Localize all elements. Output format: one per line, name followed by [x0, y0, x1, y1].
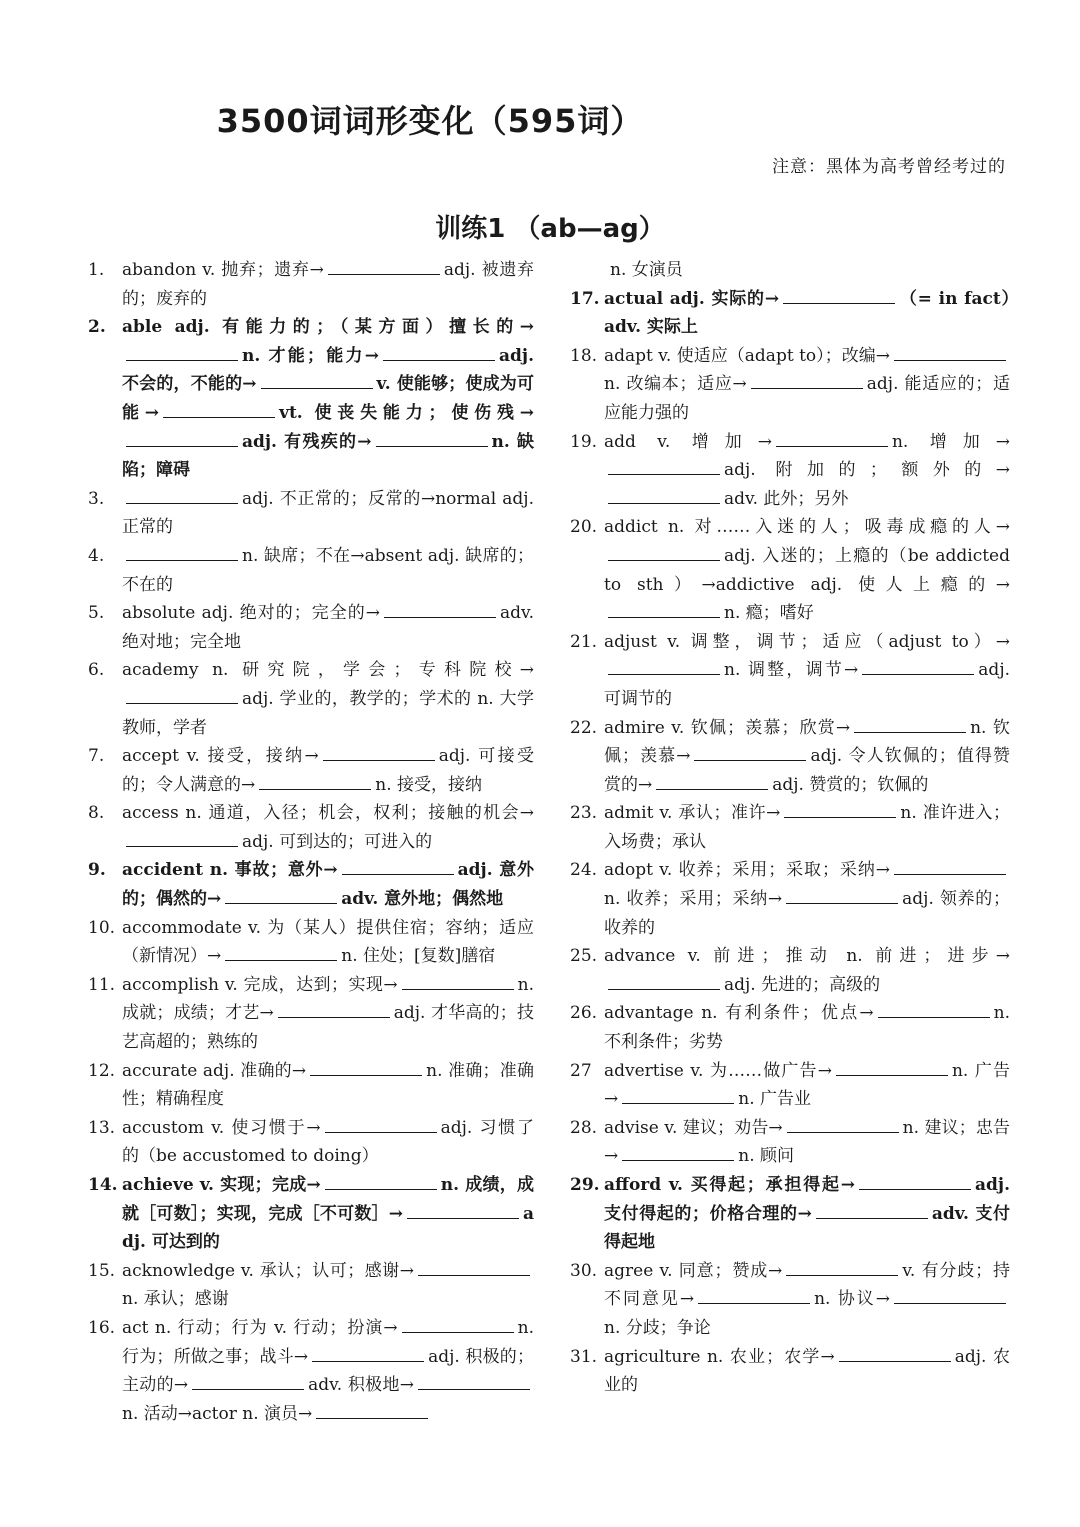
entry-number: 7. [88, 746, 105, 767]
entry-text: adj. 不正常的；反常的→normal adj. 正常的 [122, 488, 534, 538]
vocab-entry [88, 1257, 534, 1314]
entry-text: n. 接受，接纳 [375, 774, 483, 795]
entry-text: accurate adj. 准确的→ [122, 1060, 307, 1081]
answer-blank[interactable] [816, 1200, 928, 1219]
answer-blank[interactable] [225, 942, 337, 961]
entry-number: 26. [570, 1003, 598, 1024]
entry-text: （= in fact）adv. 实际上 [604, 288, 1011, 338]
entry-text: n. 改编本；适应→ [604, 374, 747, 395]
entry-text: accident n. 事故；意外→ [122, 860, 338, 881]
entry-text: adj. 习惯了的（be accustomed to doing） [122, 1117, 534, 1167]
entry-text: n. 不利条件；劣势 [604, 1003, 1010, 1053]
entry-number: 29. [570, 1175, 600, 1195]
vocab-entry [88, 256, 534, 313]
entry-number: 14. [88, 1175, 118, 1195]
entry-text: n. 瘾；嗜好 [724, 603, 814, 624]
entry-text: adj. 令人钦佩的；值得赞赏的→ [604, 746, 1010, 795]
entry-number: 3. [88, 488, 105, 509]
answer-blank[interactable] [859, 1171, 971, 1190]
entry-text: adopt v. 收养；采用；采取；采纳→ [604, 860, 890, 881]
entry-text: adj. 领养的；收养的 [604, 889, 1010, 938]
entry-text: achieve v. 实现；完成→ [122, 1175, 321, 1195]
answer-blank[interactable] [384, 599, 496, 618]
answer-blank[interactable] [163, 399, 275, 418]
answer-blank[interactable] [402, 1314, 514, 1333]
entry-text: admit v. 承认；准许→ [604, 803, 781, 824]
entry-text: n. 调整，调节→ [724, 660, 859, 681]
answer-blank[interactable] [862, 656, 974, 675]
entry-text: access n. 通道，入径；机会，权利；接触的机会→ [122, 803, 534, 824]
vocab-entry [88, 1171, 534, 1257]
answer-blank[interactable] [786, 1257, 898, 1276]
entry-number: 31. [570, 1346, 598, 1367]
entry-number: 19. [570, 431, 598, 452]
vocab-entry [88, 971, 534, 1057]
entry-number: 8. [88, 803, 105, 824]
entry-text: v. 有分歧；持不同意见→ [604, 1260, 1010, 1310]
vocab-entry [88, 914, 534, 971]
entry-number: 1. [88, 260, 105, 280]
answer-blank[interactable] [261, 370, 373, 389]
entry-text: adj. 可调节的 [604, 660, 1010, 709]
entry-number: 24. [570, 860, 598, 881]
answer-blank[interactable] [608, 656, 720, 675]
entry-text: n. 行为；所做之事；战斗→ [122, 1317, 534, 1367]
vocab-entry [88, 656, 534, 742]
answer-blank[interactable] [126, 485, 238, 504]
vocab-entry [88, 856, 534, 913]
entry-text: n. 顾问 [738, 1146, 795, 1167]
entry-number: 16. [88, 1317, 116, 1338]
entry-number: 21. [570, 631, 598, 652]
entry-text: accommodate v. 为（某人）提供住宿；容纳；适应（新情况）→ [122, 917, 534, 967]
entry-text: adj. 不会的，不能的→ [122, 345, 534, 395]
entry-number: 22. [570, 717, 598, 738]
vocab-entry [570, 1343, 1010, 1400]
answer-blank[interactable] [225, 885, 337, 904]
answer-blank[interactable] [622, 1142, 734, 1161]
answer-blank[interactable] [608, 971, 720, 990]
answer-blank[interactable] [608, 542, 720, 561]
entry-text: accept v. 接受，接纳→ [122, 746, 319, 767]
entry-text: adj. 农业的 [604, 1346, 1010, 1396]
section-heading: 训练1 （ab—ag） [435, 214, 665, 244]
entry-text: acknowledge v. 承认；认可；感谢→ [122, 1260, 414, 1281]
vocab-entry [570, 285, 1010, 342]
entry-text: n. 广告→ [604, 1060, 1010, 1110]
answer-blank[interactable] [894, 342, 1006, 361]
entry-text: advise v. 建议；劝告→ [604, 1117, 783, 1138]
entry-text: n. 收养；采用；采纳→ [604, 889, 783, 910]
vocab-entry [88, 799, 534, 856]
entry-text: adv. 支付得起地 [604, 1203, 1010, 1253]
entry-text: afford v. 买得起；承担得起→ [604, 1175, 856, 1195]
entry-text: n. 准许进入；入场费；承认 [604, 803, 1010, 852]
entry-number: 30. [570, 1260, 598, 1281]
entry-number: 28. [570, 1117, 598, 1138]
entry-text: adj. 可接受的；令人满意的→ [122, 746, 534, 795]
vocab-entry [570, 1057, 1010, 1114]
entry-text: adj. 先进的；高级的 [724, 974, 881, 995]
entry-text: n. 缺陷；障碍 [122, 431, 534, 481]
entry-text: adj. 意外的；偶然的→ [122, 860, 535, 910]
vocab-entry [88, 485, 534, 542]
answer-blank[interactable] [694, 742, 806, 761]
page-title: 3500词词形变化（595词） [216, 102, 644, 140]
answer-blank[interactable] [894, 1285, 1006, 1304]
answer-blank[interactable] [192, 1371, 304, 1390]
answer-blank[interactable] [698, 1285, 810, 1304]
entry-text: agree v. 同意；赞成→ [604, 1260, 783, 1281]
answer-blank[interactable] [126, 542, 238, 561]
vocab-entry [570, 856, 1010, 942]
answer-blank[interactable] [328, 256, 440, 275]
entry-text: adv. 绝对地；完全地 [122, 603, 534, 652]
vocab-entry [570, 999, 1010, 1056]
answer-blank[interactable] [854, 714, 966, 733]
answer-blank[interactable] [342, 856, 454, 875]
entry-text: n. 活动→actor n. 演员→ [122, 1403, 313, 1424]
entry-text: adj. 可达到的 [122, 1203, 534, 1253]
entry-number: 25. [570, 946, 598, 967]
entry-number: 9. [88, 860, 106, 881]
entry-text: advance v. 前进；推动 n. 前进；进步→ [604, 946, 1010, 967]
answer-blank[interactable] [259, 771, 371, 790]
entry-text: actual adj. 实际的→ [604, 288, 780, 309]
answer-blank[interactable] [836, 1057, 948, 1076]
entry-text: addict n. 对……入迷的人；吸毒成瘾的人→ [604, 517, 1010, 538]
vocab-entry [570, 1114, 1010, 1171]
vocab-entry [570, 1171, 1010, 1257]
answer-blank[interactable] [383, 342, 495, 361]
entry-text: adv. 意外地；偶然地 [341, 889, 504, 910]
entry-number: 13. [88, 1117, 116, 1138]
answer-blank[interactable] [418, 1371, 530, 1390]
entry-text: advertise v. 为……做广告→ [604, 1060, 832, 1081]
answer-blank[interactable] [407, 1200, 519, 1219]
entry-text: adv. 积极地→ [308, 1375, 415, 1396]
answer-blank[interactable] [325, 1171, 437, 1190]
vocab-entry [570, 942, 1010, 999]
entry-text: adapt v. 使适应（adapt to）；改编→ [604, 345, 890, 366]
entry-text: n. 成就；成绩；才艺→ [122, 974, 534, 1024]
answer-blank[interactable] [126, 342, 238, 361]
entry-text: n. 广告业 [738, 1089, 812, 1110]
vocab-entry [570, 799, 1010, 856]
vocab-entry [570, 714, 1010, 800]
entry-text: n. 承认；感谢 [122, 1289, 229, 1310]
entry-text: adjust v. 调整，调节；适应（adjust to）→ [604, 631, 1010, 652]
entry-text: adj. 有残疾的→ [242, 431, 372, 452]
answer-blank[interactable] [839, 1343, 951, 1362]
entry-text: add v. 增加→ [604, 431, 772, 452]
entry-text: abandon v. 抛弃；遗弃→ [122, 260, 324, 280]
entry-text: agriculture n. 农业；农学→ [604, 1346, 835, 1367]
answer-blank[interactable] [608, 456, 720, 475]
answer-blank[interactable] [278, 999, 390, 1018]
entry-text: act n. 行动；行为 v. 行动；扮演→ [122, 1317, 398, 1338]
answer-blank[interactable] [325, 1114, 437, 1133]
answer-blank[interactable] [126, 428, 238, 447]
entry-number: 15. [88, 1260, 116, 1281]
vocab-entry [88, 1057, 534, 1114]
answer-blank[interactable] [376, 428, 488, 447]
entry-text: vt. 使丧失能力；使伤残→ [279, 402, 534, 423]
vocab-entry [570, 342, 1010, 428]
vocab-entry [570, 256, 1010, 285]
entry-text: adj. 积极的；主动的→ [122, 1346, 534, 1396]
vocab-entry [88, 313, 534, 485]
entry-number: 23. [570, 803, 598, 824]
answer-blank[interactable] [656, 771, 768, 790]
entry-text: adj. 学业的，教学的；学术的 n. 大学教师，学者 [122, 688, 534, 738]
vocab-entry [570, 513, 1010, 627]
vocab-entry [88, 599, 534, 656]
right-column [570, 256, 1010, 1400]
entry-number: 10. [88, 917, 116, 938]
entry-number: 18. [570, 345, 598, 366]
entry-number: 20. [570, 517, 598, 538]
entry-text: n. 女演员 [610, 260, 683, 280]
entry-text: adj. 能适应的；适应能力强的 [604, 374, 1010, 423]
entry-text: absolute adj. 绝对的；完全的→ [122, 603, 380, 624]
entry-text: n. 钦佩；羡慕→ [604, 717, 1010, 767]
vocab-entry [570, 628, 1010, 714]
answer-blank[interactable] [312, 1343, 424, 1362]
entry-text: n. 建议；忠告→ [604, 1117, 1010, 1167]
entry-number: 17. [570, 288, 600, 309]
entry-number: 27 [570, 1060, 592, 1081]
vocab-entry [88, 1114, 534, 1171]
entry-text: able adj. 有能力的；（某方面）擅长的→ [122, 317, 534, 338]
entry-text: n. 增加→ [891, 431, 1010, 452]
answer-blank[interactable] [783, 285, 895, 304]
entry-text: adj. 入迷的；上瘾的（be addicted to sth）→addictive adj. 使人上瘾的→ [604, 545, 1010, 595]
entry-text: n. 分歧；争论 [604, 1317, 711, 1338]
answer-blank[interactable] [787, 1114, 899, 1133]
vocab-entry [88, 1314, 534, 1428]
entry-text: adj. 附加的；额外的→ [724, 460, 1010, 481]
entry-text: adj. 才华高的；技艺高超的；熟练的 [122, 1003, 534, 1053]
answer-blank[interactable] [784, 799, 896, 818]
entry-text: n. 准确；准确性；精确程度 [122, 1060, 534, 1110]
entry-text: n. 协议→ [814, 1289, 890, 1310]
entry-text: adj. 赞赏的；钦佩的 [772, 774, 929, 795]
entry-number: 2. [88, 317, 106, 338]
entry-text: admire v. 钦佩；羡慕；欣赏→ [604, 717, 851, 738]
answer-blank[interactable] [323, 742, 435, 761]
answer-blank[interactable] [786, 885, 898, 904]
entry-text: adj. 支付得起的；价格合理的→ [604, 1175, 1010, 1224]
answer-blank[interactable] [402, 971, 514, 990]
entry-text: n. 缺席；不在→absent adj. 缺席的；不在的 [122, 545, 534, 595]
note-text: 注意：黑体为高考曾经考过的 [772, 157, 1006, 177]
entry-text: n. 成绩，成就［可数］；实现，完成［不可数］→ [122, 1175, 534, 1224]
vocab-entry [88, 742, 534, 799]
answer-blank[interactable] [608, 485, 720, 504]
entry-number: 4. [88, 545, 105, 566]
answer-blank[interactable] [608, 599, 720, 618]
entry-text: adv. 此外；另外 [724, 488, 849, 509]
entry-text: v. 使能够；使成为可能→ [122, 374, 534, 423]
vocab-entry [88, 542, 534, 599]
answer-blank[interactable] [316, 1400, 428, 1419]
entry-number: 11. [88, 974, 116, 995]
answer-blank[interactable] [418, 1257, 530, 1276]
left-column [88, 256, 534, 1428]
answer-blank[interactable] [894, 856, 1006, 875]
entry-text: accustom v. 使习惯于→ [122, 1117, 321, 1138]
entry-text: adj. 可到达的；可进入的 [242, 831, 433, 852]
answer-blank[interactable] [310, 1057, 422, 1076]
answer-blank[interactable] [622, 1085, 734, 1104]
entry-text: academy n. 研究院，学会；专科院校→ [122, 660, 534, 681]
entry-number: 5. [88, 603, 105, 624]
answer-blank[interactable] [126, 685, 238, 704]
vocab-entry [570, 1257, 1010, 1343]
entry-number: 12. [88, 1060, 116, 1081]
entry-text: accomplish v. 完成，达到；实现→ [122, 974, 398, 995]
answer-blank[interactable] [751, 370, 863, 389]
answer-blank[interactable] [126, 828, 238, 847]
entry-text: advantage n. 有利条件；优点→ [604, 1003, 874, 1024]
entry-number: 6. [88, 660, 105, 681]
answer-blank[interactable] [776, 428, 888, 447]
vocab-entry [570, 428, 1010, 514]
entry-text: n. 住处；[复数]膳宿 [341, 946, 496, 967]
answer-blank[interactable] [878, 999, 990, 1018]
entry-text: adj. 被遗弃的；废弃的 [122, 260, 534, 309]
entry-text: n. 才能；能力→ [242, 345, 380, 366]
